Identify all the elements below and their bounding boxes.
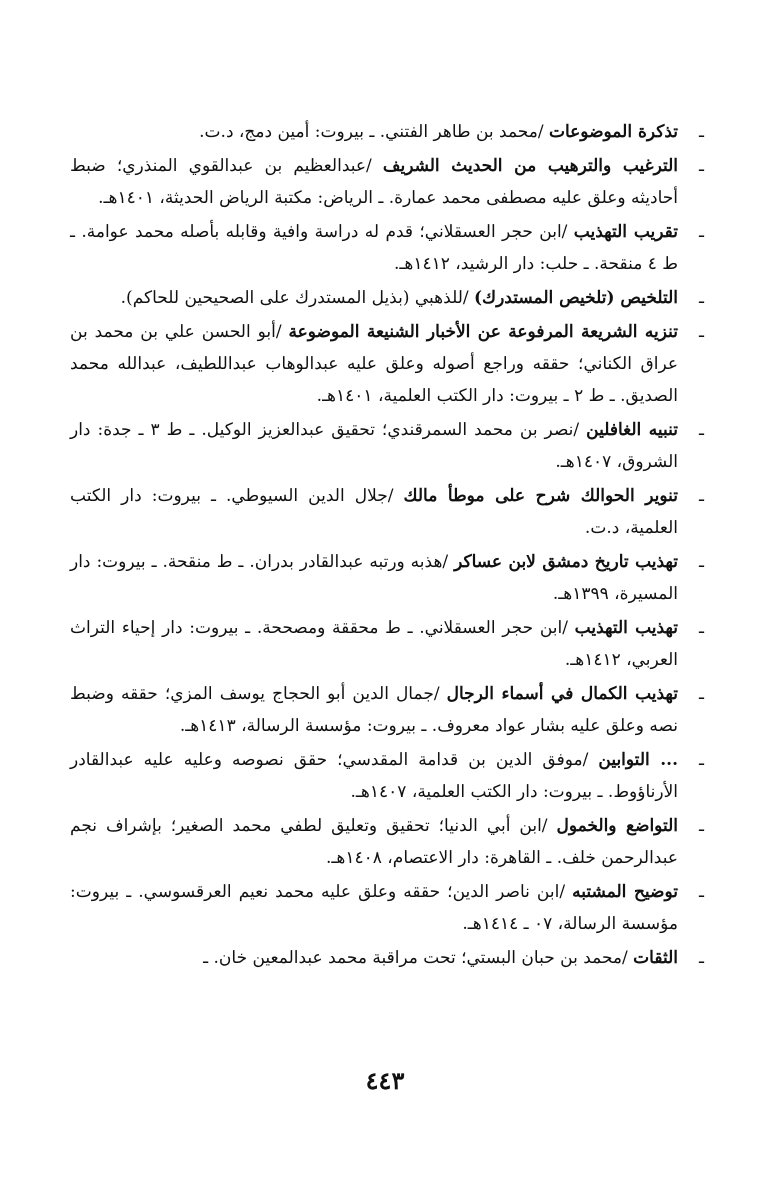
entry-title: تنزيه الشريعة المرفوعة عن الأخبار الشنيعة الموضوعة — [288, 322, 678, 342]
bibliography-entry — [70, 116, 704, 148]
entry-bullet: ـ — [699, 222, 704, 242]
entry-title: تذكرة الموضوعات — [548, 122, 678, 142]
entry-details: /ابن حجر العسقلاني؛ قدم له دراسة وافية وقابله بأصله محمد عوامة. ـ ط ٤ منقحة. ـ حلب: دار الرشيد، ١٤١٢هـ. — [70, 222, 678, 274]
entry-title: تهذيب التهذيب — [574, 618, 678, 638]
bibliography-entry — [70, 678, 704, 742]
entry-details: /جلال الدين السيوطي. ـ بيروت: دار الكتب العلمية، د.ت. — [70, 486, 678, 538]
bibliography-entry — [70, 876, 704, 940]
entry-title: تهذيب الكمال في أسماء الرجال — [446, 684, 678, 704]
bibliography-page — [70, 116, 704, 976]
entry-bullet: ـ — [699, 750, 704, 770]
bibliography-entry — [70, 744, 704, 808]
entry-details: /ابن ناصر الدين؛ حققه وعلق عليه محمد نعيم العرقسوسي. ـ بيروت: مؤسسة الرسالة، ٠٧ ـ ١٤١٤هـ. — [70, 882, 678, 934]
entry-bullet: ـ — [699, 322, 704, 342]
entry-bullet: ـ — [699, 420, 704, 440]
bibliography-entry — [70, 612, 704, 676]
entry-details: /ابن أبي الدنيا؛ تحقيق وتعليق لطفي محمد الصغير؛ بإشراف نجم عبدالرحمن خلف. ـ القاهرة: دار الاعتصام، ١٤٠٨هـ. — [70, 816, 678, 868]
entry-title: تنوير الحوالك شرح على موطأ مالك — [403, 486, 679, 506]
bibliography-entry — [70, 414, 704, 478]
bibliography-entry — [70, 316, 704, 412]
entry-details: /ابن حجر العسقلاني. ـ ط محققة ومصححة. ـ بيروت: دار إحياء التراث العربي، ١٤١٢هـ. — [70, 618, 678, 670]
entry-bullet: ـ — [699, 816, 704, 836]
bibliography-entry — [70, 942, 704, 974]
bibliography-entry — [70, 216, 704, 280]
entry-title: التواضع والخمول — [556, 816, 678, 836]
entry-details: /جمال الدين أبو الحجاج يوسف المزي؛ حققه وضبط نصه وعلق عليه بشار عواد معروف. ـ بيروت: مؤسسة الرسالة، ١٤١٣هـ. — [70, 684, 678, 736]
entry-title: تهذيب تاريخ دمشق لابن عساكر — [454, 552, 679, 572]
entry-details: /للذهبي (بذيل المستدرك على الصحيحين للحاكم). — [120, 288, 475, 308]
entry-bullet: ـ — [699, 122, 704, 142]
entry-details: /هذبه ورتبه عبدالقادر بدران. ـ ط منقحة. ـ بيروت: دار المسيرة، ١٣٩٩هـ. — [70, 552, 678, 604]
bibliography-entry — [70, 150, 704, 214]
entry-details: /عبدالعظيم بن عبدالقوي المنذري؛ ضبط أحاديثه وعلق عليه مصطفى محمد عمارة. ـ الرياض: مكتبة الرياض الحديثة، ١٤٠١هـ. — [70, 156, 678, 208]
entry-title: تقريب التهذيب — [573, 222, 678, 242]
entry-details: /محمد بن طاهر الفتني. ـ بيروت: أمين دمج، د.ت. — [199, 122, 549, 142]
entry-title: ... التوابين — [598, 750, 679, 770]
entry-details: /نصر بن محمد السمرقندي؛ تحقيق عبدالعزيز الوكيل. ـ ط ٣ ـ جدة: دار الشروق، ١٤٠٧هـ. — [70, 420, 678, 472]
entry-bullet: ـ — [699, 486, 704, 506]
entry-title: الترغيب والترهيب من الحديث الشريف — [382, 156, 678, 176]
bibliography-entry — [70, 282, 704, 314]
entry-title: تنبيه الغافلين — [586, 420, 678, 440]
bibliography-entry — [70, 810, 704, 874]
entry-title: التلخيص (تلخيص المستدرك) — [474, 288, 678, 308]
entry-bullet: ـ — [699, 156, 704, 176]
entry-details: /موفق الدين بن قدامة المقدسي؛ حقق نصوصه وعليه عليه عبدالقادر الأرناؤوط. ـ بيروت: دار الكتب العلمية، ١٤٠٧هـ. — [70, 750, 678, 802]
bibliography-entry — [70, 546, 704, 610]
entry-bullet: ـ — [699, 948, 704, 968]
entry-bullet: ـ — [699, 618, 704, 638]
entry-bullet: ـ — [699, 882, 704, 902]
entry-title: الثقات — [633, 948, 678, 968]
bibliography-entry — [70, 480, 704, 544]
entry-bullet: ـ — [699, 552, 704, 572]
entry-title: توضيح المشتبه — [572, 882, 679, 902]
entry-bullet: ـ — [699, 288, 704, 308]
entry-bullet: ـ — [699, 684, 704, 704]
entry-details: /أبو الحسن علي بن محمد بن عراق الكناني؛ حققه وراجع أصوله وعلق عليه عبدالوهاب عبداللطيف، عبدالله محمد الصديق. ـ ط ٢ ـ بيروت: دار الكتب العلمية، ١٤٠١هـ. — [70, 322, 678, 406]
entry-details: /محمد بن حبان البستي؛ تحت مراقبة محمد عبدالمعين خان. ـ — [203, 948, 634, 968]
page-number: ٤٤٣ — [365, 1066, 405, 1095]
